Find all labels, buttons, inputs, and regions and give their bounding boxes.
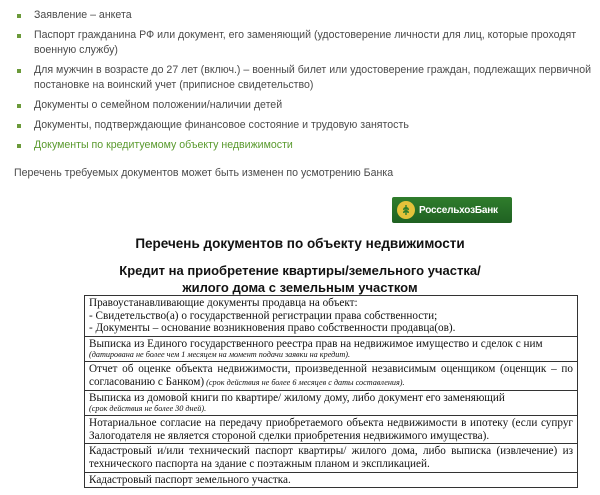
documents-table: [84, 295, 578, 488]
table-row: [85, 472, 578, 488]
page-title: Перечень документов по объекту недвижимости: [135, 236, 465, 251]
cell-text: Кадастровый и/или технический паспорт квартиры/ жилого дома, либо выписка (извлечение) из технического паспорта на здание с поэтажным планом и экспликацией.: [89, 445, 573, 470]
cell-text: Выписка из домовой книги по квартире/ жилому дому, либо документ его заменяющий: [89, 391, 505, 404]
bullet-square-icon: [17, 34, 21, 38]
cell-text: Отчет об оценке объекта недвижимости, произведенной независимым оценщиком (оценщик – по согласованию с Банком): [89, 363, 573, 388]
table-cell: [85, 416, 578, 444]
cell-text: Выписка из Единого государственного реестра прав на недвижимое имущество и сделок с ним: [89, 337, 543, 350]
list-item: [14, 98, 594, 113]
bullet-square-icon: [17, 104, 21, 108]
table-cell: [85, 472, 578, 488]
cell-text: - Документы – основание возникновения право собственности продавца(ов).: [89, 322, 456, 335]
subtitle-line: Кредит на приобретение квартиры/земельного участка/: [119, 263, 481, 278]
bullet-square-icon: [17, 14, 21, 18]
subtitle-line: жилого дома с земельным участком: [182, 280, 418, 295]
list-item-text: Документы по кредитуемому объекту недвижимости: [34, 139, 293, 151]
bullet-square-icon: [17, 69, 21, 73]
cell-note: (датирована не более чем 1 месяцем на момент подачи заявки на кредит).: [89, 350, 351, 360]
table-row: [85, 362, 578, 390]
cell-text: Нотариальное согласие на передачу приобретаемого объекта недвижимости в ипотеку (если супруг Залогодателя не является стороной сделки приобретения недвижимого имущества).: [89, 417, 573, 442]
bank-logo-text: РоссельхозБанк: [419, 204, 498, 216]
table-row: [85, 336, 578, 362]
bank-logo: [392, 197, 512, 223]
list-item: [14, 8, 594, 23]
table-cell: [85, 336, 578, 362]
bullet-square-icon: [17, 144, 21, 148]
cell-text: Кадастровый паспорт земельного участка.: [89, 473, 291, 486]
table-row: [85, 296, 578, 337]
cell-text: - Свидетельство(а) о государственной регистрации права собственности;: [89, 309, 438, 322]
cell-text: Правоустанавливающие документы продавца на объект:: [89, 297, 358, 309]
list-item: [14, 28, 594, 58]
page-subtitle: [0, 262, 600, 296]
wheat-emblem-icon: [397, 201, 415, 219]
table-row: [85, 416, 578, 444]
documents-change-note: Перечень требуемых документов может быть изменен по усмотрению Банка: [14, 167, 394, 179]
table-cell: [85, 362, 578, 390]
list-item: [14, 118, 594, 133]
list-item-text: Для мужчин в возрасте до 27 лет (включ.) – военный билет или удостоверение граждан, подлежащих первичной постановке на воинский учет (приписное свидетельство): [34, 64, 592, 91]
list-item-text: Документы о семейном положении/наличии детей: [34, 99, 283, 111]
table-cell: [85, 296, 578, 337]
table-cell: [85, 390, 578, 416]
table-row: [85, 390, 578, 416]
list-item: [14, 63, 594, 93]
bullet-square-icon: [17, 124, 21, 128]
list-item-text: Документы, подтверждающие финансовое состояние и трудовую занятость: [34, 119, 409, 131]
list-item-text: Паспорт гражданина РФ или документ, его заменяющий (удостоверение личности для лиц, которые проходят военную службу): [34, 29, 577, 56]
cell-note: (срок действия не более 6 месяцев с даты составления).: [204, 377, 405, 387]
table-cell: [85, 444, 578, 472]
table-row: [85, 444, 578, 472]
list-item-highlighted: [14, 138, 594, 153]
requirements-list: [14, 8, 594, 158]
cell-note: (срок действия не более 30 дней).: [89, 404, 207, 414]
list-item-text: Заявление – анкета: [34, 9, 132, 21]
